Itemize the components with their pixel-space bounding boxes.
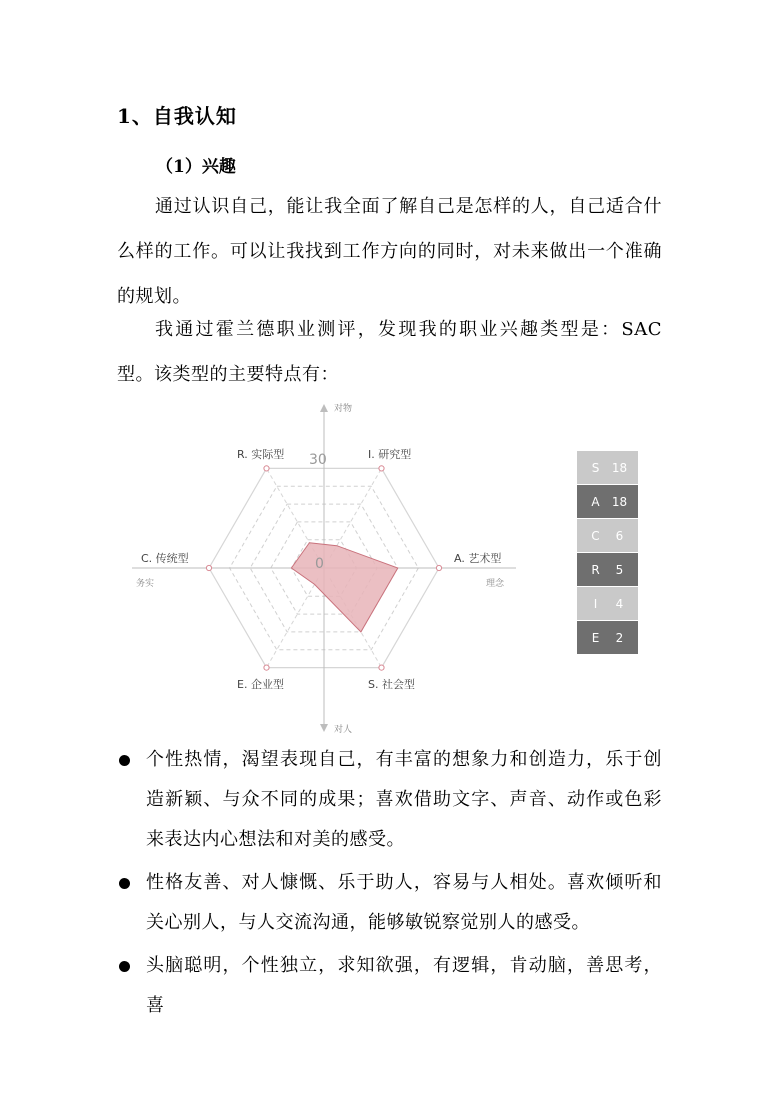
dim-label-i: I. 研究型 [368,448,412,461]
bullet-dot-icon [119,878,130,889]
bullet-dot-icon [119,961,130,972]
result-paragraph: 我通过霍兰德职业测评，发现我的职业兴趣类型是：SAC 型。该类型的主要特点有： [117,319,662,385]
score-value: 5 [615,562,624,577]
radar-spoke [267,578,319,667]
subsection-heading: （1）兴趣 [156,157,236,177]
radar-vertex-i [379,466,384,471]
score-code: I [593,596,598,611]
radar-vertex-e [264,665,269,670]
dim-label-r: R. 实际型 [237,448,285,461]
bullet-text: 个性热情，渴望表现自己，有丰富的想象力和创造力，乐于创造新颖、与众不同的成果；喜欢借助文字、声音、动作或色彩来表达内心想法和对美的感受。 [146,749,662,850]
scale-max-label: 30 [309,452,327,468]
score-value: 2 [615,630,624,645]
score-row-c [577,519,638,553]
radar-vertex-s [379,665,384,670]
list-item [117,740,662,860]
axis-label-left: 务实 [136,579,155,589]
score-value: 6 [615,528,624,543]
score-row-e [577,621,638,655]
axis-label-top: 对物 [334,404,353,414]
holland-radar-chart [130,396,520,738]
scale-min-label: 0 [315,556,324,572]
score-value: 18 [611,494,628,509]
score-code: A [591,494,600,509]
radar-data-polygon [291,543,397,632]
intro-paragraph: 通过认识自己，能让我全面了解自己是怎样的人，自己适合什么样的工作。可以让我找到工作方向的同时，对未来做出一个准确的规划。 [117,196,662,307]
radar-vertex-c [206,565,211,570]
score-code: E [591,630,600,645]
score-code: R [591,562,600,577]
score-row-a [577,485,638,519]
axis-label-bottom: 对人 [334,725,353,735]
score-row-r [577,553,638,587]
score-value: 18 [611,460,628,475]
score-code: C [591,528,600,543]
dim-label-s: S. 社会型 [368,678,415,691]
score-code: S [591,460,600,475]
bullet-text: 性格友善、对人慷慨、乐于助人，容易与人相处。喜欢倾听和关心别人，与人交流沟通，能够敏锐察觉别人的感受。 [146,872,662,933]
radar-vertex-r [264,466,269,471]
score-row-i [577,587,638,621]
radar-vertex-a [436,565,441,570]
section-heading: 1、自我认知 [117,104,237,128]
score-table [577,451,638,655]
score-value: 4 [615,596,624,611]
list-item [117,946,662,1026]
list-item [117,863,662,943]
score-row-s [577,451,638,485]
bullet-dot-icon [119,755,130,766]
dim-label-e: E. 企业型 [237,678,284,691]
axis-label-right: 理念 [486,579,505,589]
dim-label-c: C. 传统型 [141,552,189,565]
radar-spoke [330,468,382,557]
bullet-text: 头脑聪明，个性独立，求知欲强，有逻辑，肯动脑，善思考，喜 [146,955,662,1016]
dim-label-a: A. 艺术型 [454,552,502,565]
trait-bullet-list [117,740,662,1029]
